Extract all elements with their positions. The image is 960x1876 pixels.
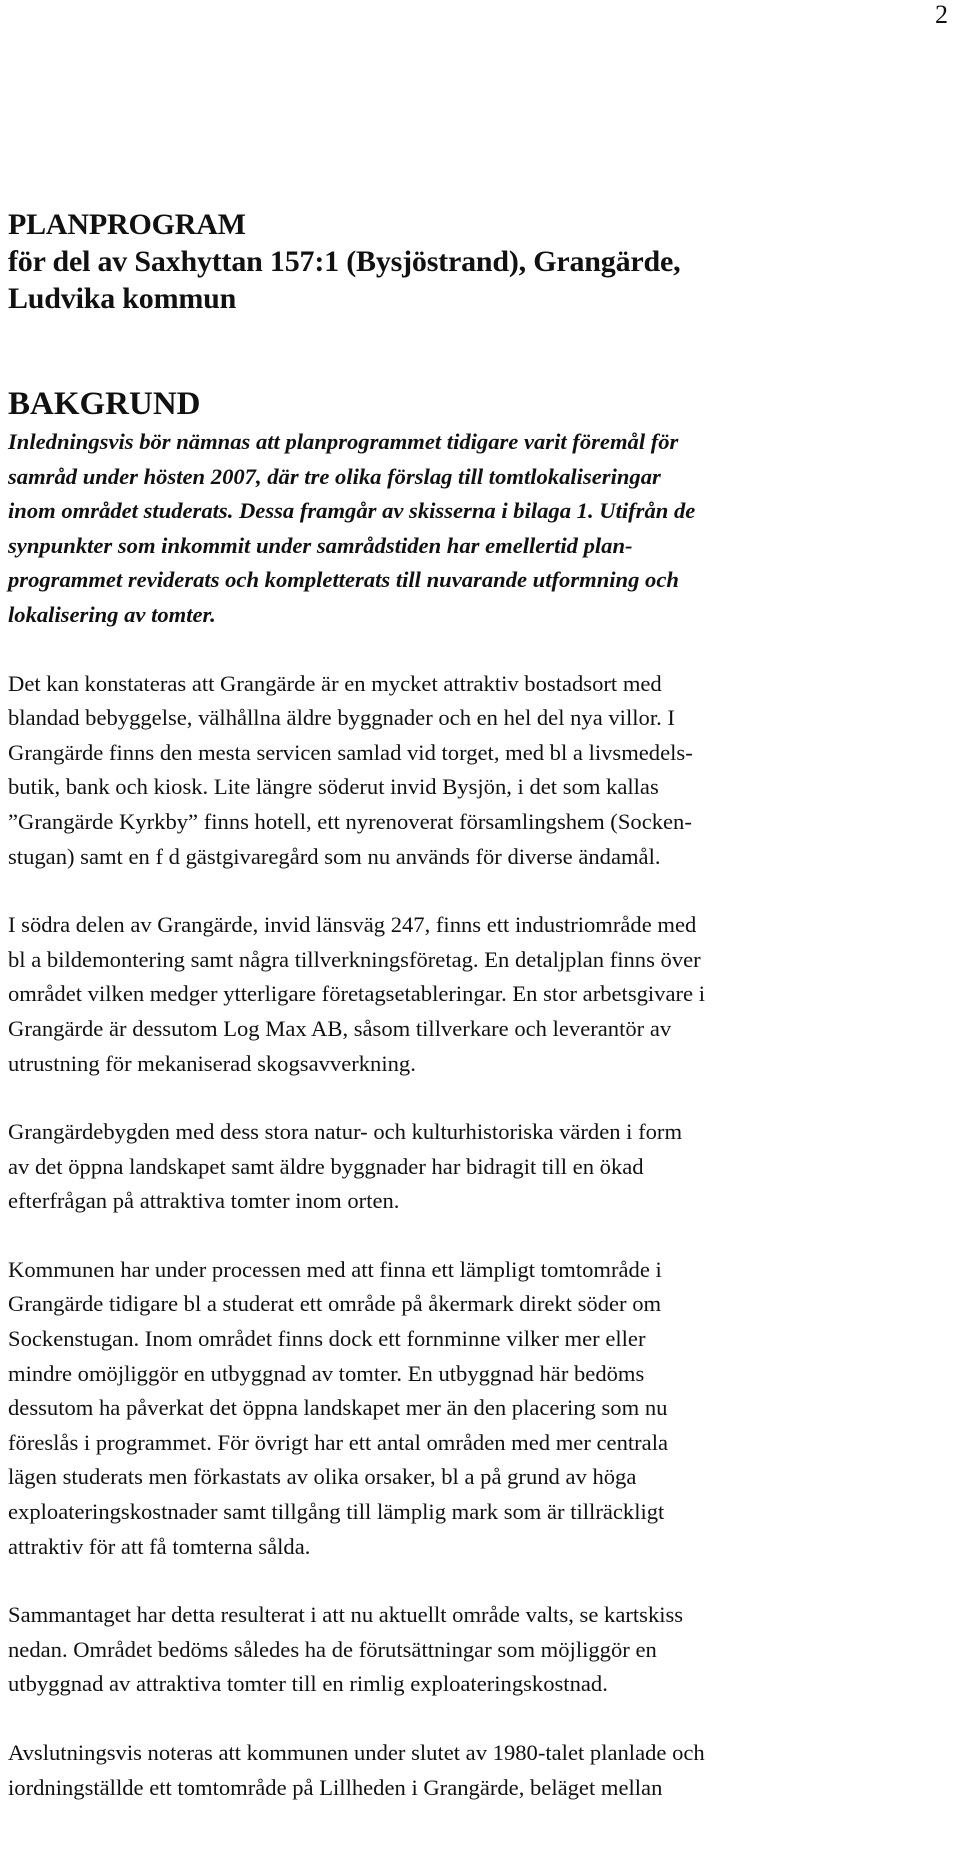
text-line: området vilken medger ytterligare företagsetableringar. En stor arbetsgivare i (8, 981, 705, 1007)
page-number: 2 (935, 0, 948, 29)
text-line: Inledningsvis bör nämnas att planprogrammet tidigare varit föremål för (8, 429, 679, 454)
body-paragraph (8, 908, 952, 1081)
page-content (8, 206, 952, 1805)
body-paragraph (8, 1253, 952, 1564)
body-paragraph (8, 1736, 952, 1805)
text-line: efterfrågan på attraktiva tomter inom orten. (8, 1188, 400, 1214)
text-line: dessutom ha påverkat det öppna landskapet mer än den placering som nu (8, 1395, 668, 1421)
text-line: utbyggnad av attraktiva tomter till en rimlig exploateringskostnad. (8, 1671, 608, 1697)
text-line: bl a bildemontering samt några tillverkningsföretag. En detaljplan finns över (8, 946, 701, 972)
text-line: ”Grangärde Kyrkby” finns hotell, ett nyrenoverat församlingshem (Socken- (8, 808, 692, 834)
body-paragraph (8, 1115, 952, 1219)
document-title (8, 206, 952, 317)
title-line: för del av Saxhyttan 157:1 (Bysjöstrand), Grangärde, (8, 245, 681, 278)
text-line: Sockenstugan. Inom området finns dock ett fornminne vilker mer eller (8, 1326, 646, 1352)
text-line: Sammantaget har detta resulterat i att nu aktuellt område valts, se kartskiss (8, 1602, 684, 1628)
text-line: inom området studerats. Dessa framgår av skisserna i bilaga 1. Utifrån de (8, 498, 696, 524)
text-line: lägen studerats men förkastats av olika orsaker, bl a på grund av höga (8, 1464, 637, 1490)
text-line: Grangärde finns den mesta servicen samlad vid torget, med bl a livsmedels- (8, 739, 693, 765)
intro-paragraph (8, 425, 952, 633)
text-line: Grangärdebygden med dess stora natur- och kulturhistoriska värden i form (8, 1119, 683, 1145)
text-line: föreslås i programmet. För övrigt har ett antal områden med mer centrala (8, 1429, 668, 1455)
text-line: Grangärde är dessutom Log Max AB, såsom tillverkare och leverantör av (8, 1015, 672, 1041)
body-paragraph (8, 667, 952, 875)
text-line: Kommunen har under processen med att finna ett lämpligt tomtområde i (8, 1256, 662, 1282)
text-line: mindre omöjliggör en utbyggnad av tomter. En utbyggnad här bedöms (8, 1360, 645, 1386)
text-line: iordningställde ett tomtområde på Lillheden i Grangärde, beläget mellan (8, 1774, 663, 1800)
text-line: synpunkter som inkommit under samrådstiden har emellertid plan- (8, 532, 633, 558)
text-line: av det öppna landskapet samt äldre byggnader har bidragit till en ökad (8, 1153, 644, 1179)
text-line: programmet reviderats och kompletterats till nuvarande utformning och (8, 567, 679, 593)
text-line: Det kan konstateras att Grangärde är en mycket attraktiv bostadsort med (8, 670, 662, 696)
text-line: attraktiv för att få tomterna sålda. (8, 1533, 311, 1559)
text-line: exploateringskostnader samt tillgång till lämplig mark som är tillräckligt (8, 1499, 665, 1525)
body-paragraph (8, 1598, 952, 1702)
text-line: butik, bank och kiosk. Lite längre söderut invid Bysjön, i det som kallas (8, 774, 659, 800)
text-line: nedan. Området bedöms således ha de förutsättningar som möjliggör en (8, 1636, 657, 1662)
text-line: lokalisering av tomter. (8, 601, 216, 627)
text-line: I södra delen av Grangärde, invid länsväg 247, finns ett industriområde med (8, 912, 697, 938)
title-line: PLANPROGRAM (8, 208, 246, 241)
section-heading: BAKGRUND (8, 386, 201, 422)
text-line: Grangärde tidigare bl a studerat ett område på åkermark direkt söder om (8, 1291, 662, 1317)
text-line: samråd under hösten 2007, där tre olika förslag till tomtlokaliseringar (8, 463, 661, 489)
text-line: blandad bebyggelse, välhållna äldre byggnader och en hel del nya villor. I (8, 705, 675, 731)
text-line: Avslutningsvis noteras att kommunen under slutet av 1980-talet planlade och (8, 1740, 705, 1765)
text-line: stugan) samt en f d gästgivaregård som nu används för diverse ändamål. (8, 843, 661, 869)
text-line: utrustning för mekaniserad skogsavverkning. (8, 1050, 416, 1076)
title-line: Ludvika kommun (8, 282, 237, 315)
